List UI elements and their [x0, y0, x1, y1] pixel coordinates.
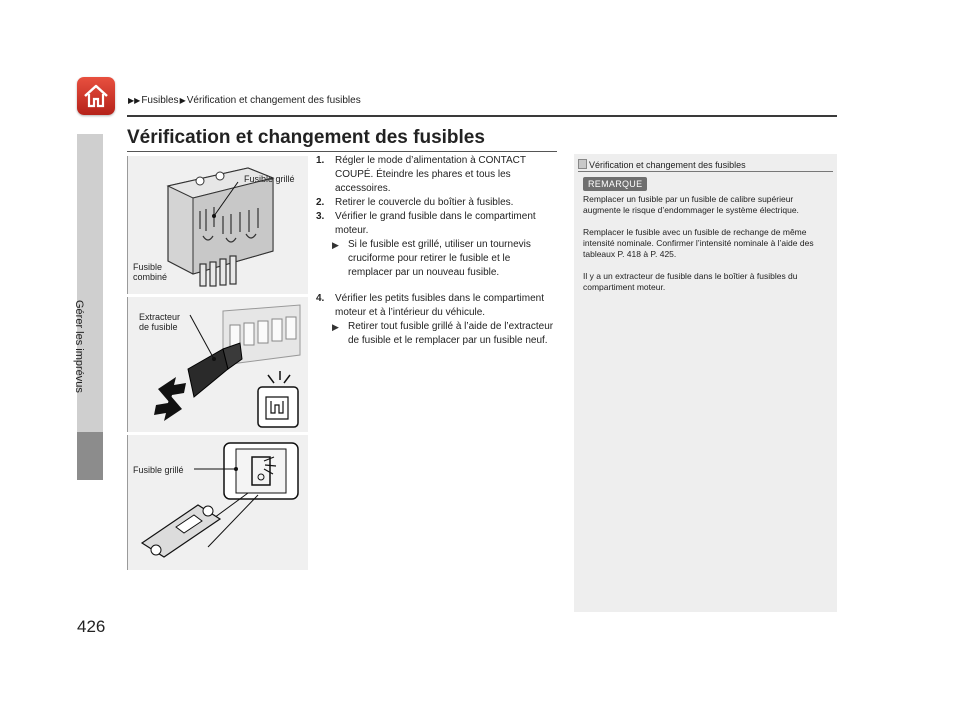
remarque-badge: REMARQUE [583, 177, 647, 191]
label-fuse-puller-2: de fusible [139, 322, 178, 332]
breadcrumb-current: Vérification et changement des fusibles [186, 95, 361, 106]
step-4-substep [316, 320, 556, 348]
note-paragraph: Il y a un extracteur de fusible dans le boîtier à fusibles du compartiment moteur. [583, 271, 798, 292]
breadcrumb-separator: ▶ [179, 96, 186, 105]
step-number: 2. [316, 197, 325, 208]
step-2 [316, 196, 556, 210]
substep-text: Si le fusible est grillé, utiliser un tournevis cruciforme pour retirer le fusible et le remplacer par un nouveau fusible. [348, 239, 531, 278]
step-3 [316, 210, 556, 238]
label-blown-fuse-2: Fusible grillé [133, 465, 184, 475]
label-combined-fuse-2: combiné [133, 272, 168, 282]
note-reference-icon [578, 159, 587, 169]
title-rule [127, 151, 557, 152]
arrow-icon: ▶ [332, 240, 339, 250]
label-blown-fuse: Fusible grillé [244, 174, 295, 184]
figure-fuse-puller [127, 297, 308, 432]
breadcrumb [127, 95, 361, 106]
substep-text: Retirer tout fusible grillé à l’aide de l’extracteur de fusible et le remplacer par un fusible neuf. [348, 321, 554, 346]
breadcrumb-arrows: ▶▶ [128, 96, 141, 105]
step-1 [316, 154, 556, 196]
note-title-text: Vérification et changement des fusibles [589, 160, 746, 170]
step-number: 4. [316, 293, 325, 304]
procedure-steps [316, 154, 556, 348]
sidebar-tab-marker [77, 432, 103, 480]
page-number: 426 [77, 617, 106, 636]
step-number: 1. [316, 155, 325, 166]
figure-fuse-box [127, 156, 308, 294]
step-text: Vérifier les petits fusibles dans le compartiment moteur et à l’intérieur du véhicule. [335, 293, 544, 318]
arrow-icon: ▶ [332, 322, 339, 332]
step-text: Retirer le couvercle du boîtier à fusibles. [335, 197, 514, 208]
note-title [578, 159, 746, 170]
figure-blown-fuse [127, 435, 308, 570]
page-title: Vérification et changement des fusibles [127, 127, 485, 148]
home-icon [82, 82, 110, 110]
breadcrumb-link-fusibles[interactable]: Fusibles [141, 95, 179, 106]
sidebar-section-label: Gérer les imprévus [73, 300, 85, 393]
step-number: 3. [316, 211, 325, 222]
label-fuse-puller-1: Extracteur [139, 312, 181, 322]
step-text: Régler le mode d’alimentation à CONTACT COUPÉ. Éteindre les phares et tous les accessoires. [335, 155, 526, 194]
step-3-substep [316, 238, 556, 280]
step-text: Vérifier le grand fusible dans le compartiment moteur. [335, 211, 536, 236]
note-title-rule [578, 171, 833, 172]
note-body [583, 194, 831, 304]
note-paragraph: Remplacer un fusible par un fusible de calibre supérieur augmente le risque d’endommager le système électrique. [583, 194, 799, 215]
step-4 [316, 292, 556, 320]
home-button[interactable] [77, 77, 115, 115]
note-paragraph: Remplacer le fusible avec un fusible de rechange de même intensité nominale. Confirmer l’intensité nominale à l’aide des tableaux P. 418 à P. 425. [583, 227, 814, 259]
label-combined-fuse-1: Fusible [133, 262, 163, 272]
blown-fuse-illustration [128, 435, 308, 570]
header-rule [127, 115, 837, 117]
